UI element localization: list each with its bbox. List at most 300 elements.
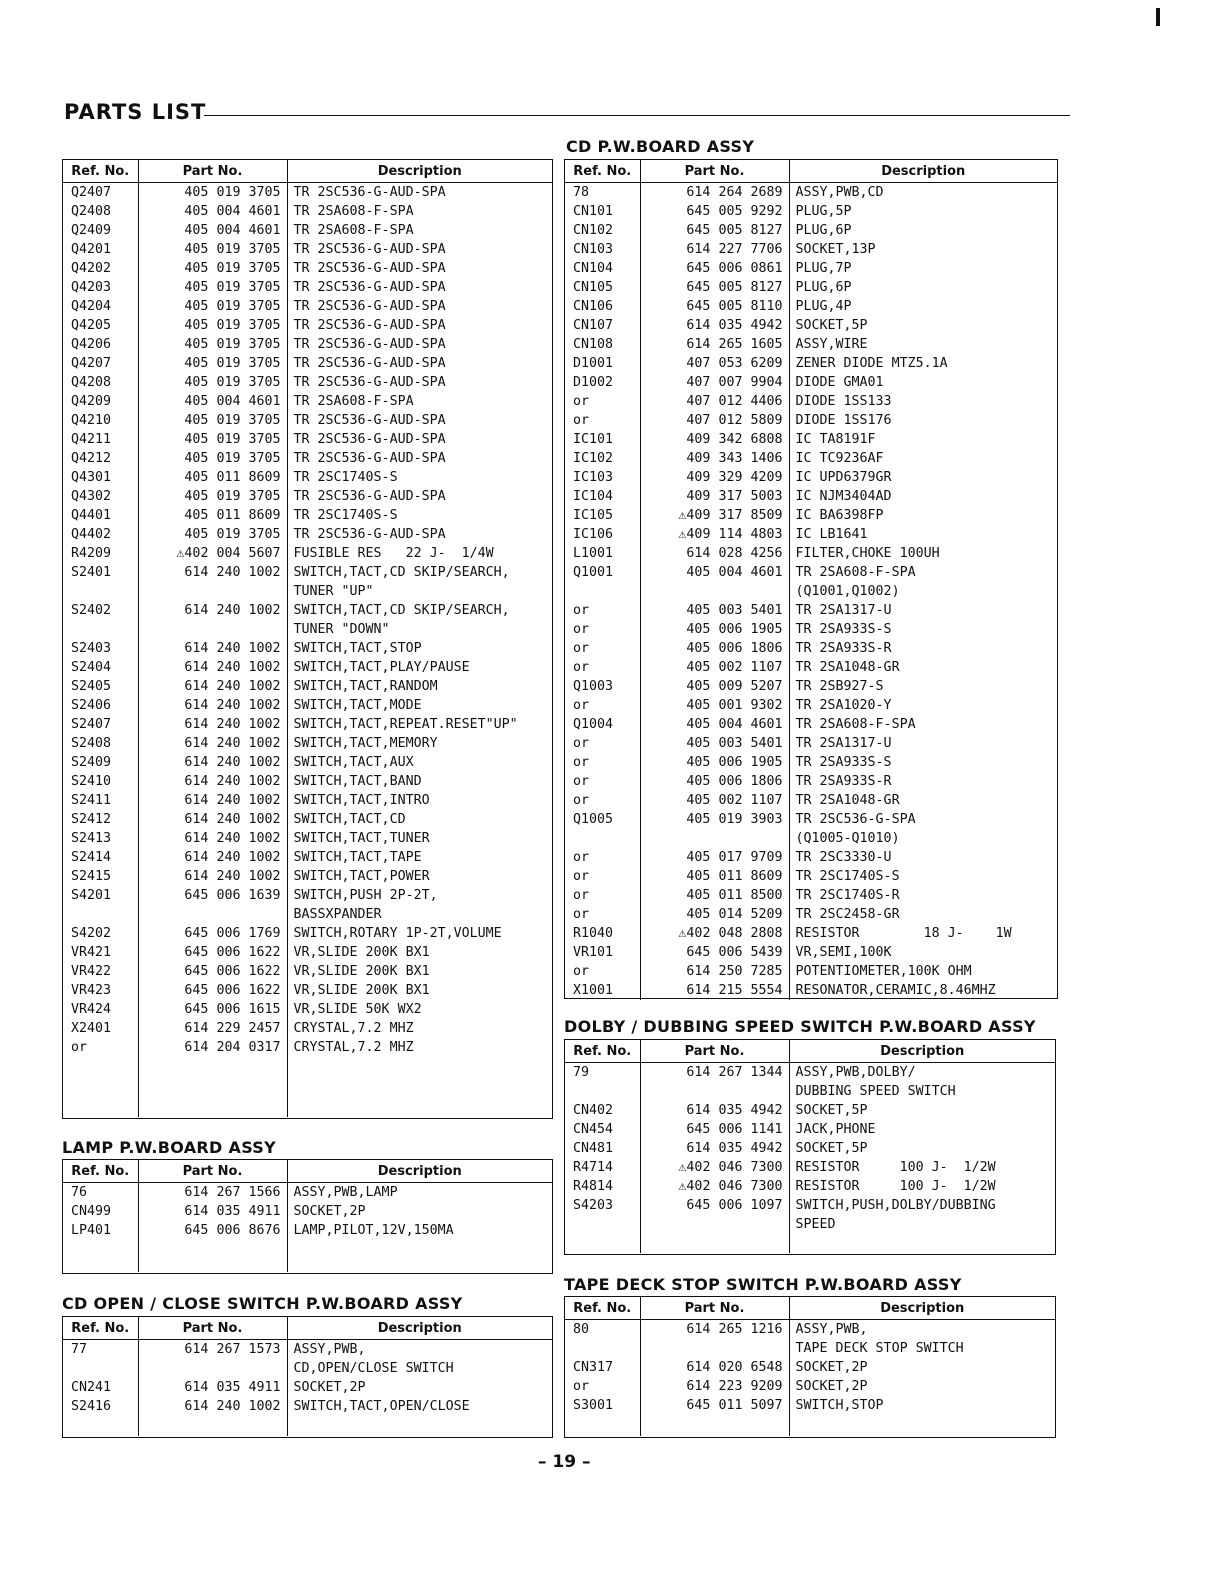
description-cell: CRYSTAL,7.2 MHZ bbox=[287, 1038, 552, 1057]
table-row bbox=[565, 1120, 1055, 1139]
description-cell: ASSY,PWB,LAMP bbox=[287, 1183, 552, 1203]
description-cell: (Q1005-Q1010) bbox=[789, 829, 1057, 848]
part-no-cell: 645 006 0861 bbox=[640, 259, 789, 278]
description-cell: SOCKET,2P bbox=[789, 1377, 1055, 1396]
ref-no-cell: S4203 bbox=[573, 1198, 614, 1213]
table-row bbox=[565, 1196, 1055, 1215]
ref-no-cell: R4714 bbox=[573, 1160, 614, 1175]
filler-row bbox=[565, 1234, 1055, 1253]
description-cell: ASSY,WIRE bbox=[789, 335, 1057, 354]
description-cell: TR 2SA608-F-SPA bbox=[789, 715, 1057, 734]
table-row bbox=[565, 943, 1057, 962]
ref-no-cell: Q4207 bbox=[71, 356, 112, 371]
description-cell: DIODE GMA01 bbox=[789, 373, 1057, 392]
page-number: – 19 – bbox=[538, 1452, 591, 1472]
empty-cell bbox=[138, 1240, 287, 1272]
part-no-cell: ⚠402 048 2808 bbox=[640, 924, 789, 943]
ref-no-cell: R1040 bbox=[573, 926, 614, 941]
empty-cell bbox=[789, 1415, 1055, 1436]
description-cell: SOCKET,5P bbox=[789, 1101, 1055, 1120]
part-no-cell: 409 329 4209 bbox=[640, 468, 789, 487]
part-no-cell: 405 019 3705 bbox=[138, 259, 287, 278]
ref-no-cell: VR424 bbox=[71, 1002, 112, 1017]
table-row bbox=[63, 867, 552, 886]
ref-no-cell: S2413 bbox=[71, 831, 112, 846]
description-cell: ZENER DIODE MTZ5.1A bbox=[789, 354, 1057, 373]
part-no-cell: 614 240 1002 bbox=[138, 810, 287, 829]
part-no-cell: 614 240 1002 bbox=[138, 867, 287, 886]
part-no-cell: 614 204 0317 bbox=[138, 1038, 287, 1057]
table-row bbox=[63, 221, 552, 240]
part-no-cell: 614 035 4942 bbox=[640, 1139, 789, 1158]
table-row bbox=[63, 1397, 552, 1416]
ref-no-cell: or bbox=[573, 850, 590, 865]
description-cell: PLUG,4P bbox=[789, 297, 1057, 316]
description-cell: TR 2SC1740S-R bbox=[789, 886, 1057, 905]
part-no-cell bbox=[640, 829, 789, 848]
parts-table bbox=[63, 1160, 552, 1272]
part-no-cell: 614 240 1002 bbox=[138, 715, 287, 734]
table-row bbox=[565, 240, 1057, 259]
empty-cell bbox=[63, 1057, 138, 1117]
part-no-cell bbox=[138, 1359, 287, 1378]
part-no-cell: 614 035 4942 bbox=[640, 316, 789, 335]
description-cell: VR,SLIDE 200K BX1 bbox=[287, 981, 552, 1000]
table-row bbox=[63, 544, 552, 563]
part-no-cell: 614 265 1216 bbox=[640, 1320, 789, 1340]
empty-cell bbox=[63, 1416, 138, 1436]
filler-row bbox=[63, 1057, 552, 1117]
part-no-cell: 645 006 1769 bbox=[138, 924, 287, 943]
description-cell: TR 2SC536-G-AUD-SPA bbox=[287, 449, 552, 468]
parts-table bbox=[63, 1317, 552, 1436]
ref-no-cell: or bbox=[573, 698, 590, 713]
part-no-cell: 405 006 1806 bbox=[640, 772, 789, 791]
description-cell: TR 2SC536-G-AUD-SPA bbox=[287, 297, 552, 316]
part-no-cell: 407 007 9904 bbox=[640, 373, 789, 392]
description-cell: TR 2SC536-G-AUD-SPA bbox=[287, 525, 552, 544]
description-cell: TR 2SC536-G-AUD-SPA bbox=[287, 411, 552, 430]
description-cell: TR 2SA933S-S bbox=[789, 753, 1057, 772]
table-row bbox=[565, 1339, 1055, 1358]
ref-no-cell bbox=[565, 1215, 640, 1234]
part-no-cell: 405 001 9302 bbox=[640, 696, 789, 715]
ref-no-cell: CN103 bbox=[573, 242, 614, 257]
table-row bbox=[565, 867, 1057, 886]
part-no-header: Part No. bbox=[640, 160, 789, 183]
ref-no-cell bbox=[565, 1082, 640, 1101]
description-cell: RESISTOR 100 J- 1/2W bbox=[789, 1158, 1055, 1177]
description-cell: TR 2SA608-F-SPA bbox=[287, 221, 552, 240]
ref-no-header: Ref. No. bbox=[565, 1040, 640, 1063]
ref-no-header: Ref. No. bbox=[63, 1317, 138, 1340]
empty-cell bbox=[640, 1234, 789, 1253]
part-no-cell: 614 240 1002 bbox=[138, 772, 287, 791]
part-no-cell: 645 011 5097 bbox=[640, 1396, 789, 1415]
ref-no-cell: CN481 bbox=[573, 1141, 614, 1156]
part-no-cell: 405 004 4601 bbox=[138, 202, 287, 221]
lamp-parts-table bbox=[62, 1159, 553, 1274]
table-row bbox=[565, 373, 1057, 392]
table-row bbox=[63, 658, 552, 677]
table-row bbox=[63, 259, 552, 278]
ref-no-cell: CN317 bbox=[573, 1360, 614, 1375]
table-row bbox=[63, 240, 552, 259]
description-cell: TR 2SC1740S-S bbox=[789, 867, 1057, 886]
part-no-cell: ⚠409 317 8509 bbox=[640, 506, 789, 525]
description-cell: IC UPD6379GR bbox=[789, 468, 1057, 487]
description-cell: RESISTOR 100 J- 1/2W bbox=[789, 1177, 1055, 1196]
ref-no-cell: or bbox=[71, 1040, 88, 1055]
ref-no-cell: CN499 bbox=[71, 1204, 112, 1219]
ref-no-cell: CN105 bbox=[573, 280, 614, 295]
ref-no-cell: S2405 bbox=[71, 679, 112, 694]
ref-no-cell: IC106 bbox=[573, 527, 614, 542]
table-row bbox=[63, 1202, 552, 1221]
part-no-cell: 645 005 8110 bbox=[640, 297, 789, 316]
empty-cell bbox=[789, 1234, 1055, 1253]
description-cell: SWITCH,TACT,MODE bbox=[287, 696, 552, 715]
table-row bbox=[565, 981, 1057, 1000]
table-row bbox=[63, 1183, 552, 1203]
description-cell: VR,SLIDE 50K WX2 bbox=[287, 1000, 552, 1019]
tape-section-title: TAPE DECK STOP SWITCH P.W.BOARD ASSY bbox=[564, 1275, 962, 1294]
part-no-cell: 405 019 3705 bbox=[138, 430, 287, 449]
table-row bbox=[565, 1082, 1055, 1101]
table-row bbox=[565, 1215, 1055, 1234]
table-row bbox=[63, 601, 552, 620]
ref-no-cell: Q4206 bbox=[71, 337, 112, 352]
description-cell: TR 2SA933S-R bbox=[789, 772, 1057, 791]
ref-no-cell: or bbox=[573, 964, 590, 979]
ref-no-cell: IC101 bbox=[573, 432, 614, 447]
tape-parts-table bbox=[564, 1296, 1056, 1438]
part-no-cell: 405 002 1107 bbox=[640, 791, 789, 810]
ref-no-cell: or bbox=[573, 736, 590, 751]
part-no-cell: 405 011 8609 bbox=[138, 468, 287, 487]
description-cell: SWITCH,TACT,OPEN/CLOSE bbox=[287, 1397, 552, 1416]
part-no-header: Part No. bbox=[138, 1160, 287, 1183]
ref-no-cell: S2409 bbox=[71, 755, 112, 770]
description-cell: VR,SLIDE 200K BX1 bbox=[287, 943, 552, 962]
table-row bbox=[63, 810, 552, 829]
description-cell: SWITCH,STOP bbox=[789, 1396, 1055, 1415]
part-no-cell bbox=[640, 1339, 789, 1358]
lamp-section-title: LAMP P.W.BOARD ASSY bbox=[62, 1138, 277, 1157]
ref-no-header: Ref. No. bbox=[565, 160, 640, 183]
table-row bbox=[63, 316, 552, 335]
part-no-cell: 614 240 1002 bbox=[138, 639, 287, 658]
part-no-cell: 614 240 1002 bbox=[138, 734, 287, 753]
main-parts-table bbox=[62, 159, 553, 1119]
ref-no-cell: 79 bbox=[573, 1065, 590, 1080]
cdopen-parts-table bbox=[62, 1316, 553, 1438]
part-no-cell: 407 012 4406 bbox=[640, 392, 789, 411]
description-cell: PLUG,7P bbox=[789, 259, 1057, 278]
part-no-cell: 405 004 4601 bbox=[138, 221, 287, 240]
part-no-cell: 405 006 1905 bbox=[640, 753, 789, 772]
ref-no-cell: CN101 bbox=[573, 204, 614, 219]
part-no-cell: 614 240 1002 bbox=[138, 1397, 287, 1416]
description-cell: TR 2SC536-G-AUD-SPA bbox=[287, 373, 552, 392]
table-row bbox=[63, 506, 552, 525]
ref-no-cell: IC104 bbox=[573, 489, 614, 504]
table-row bbox=[63, 639, 552, 658]
table-row bbox=[565, 810, 1057, 829]
description-cell: TR 2SC536-G-AUD-SPA bbox=[287, 240, 552, 259]
description-cell: TR 2SA608-F-SPA bbox=[287, 202, 552, 221]
ref-no-cell bbox=[63, 905, 138, 924]
table-row bbox=[565, 905, 1057, 924]
table-row bbox=[565, 658, 1057, 677]
part-no-cell: 409 342 6808 bbox=[640, 430, 789, 449]
ref-no-cell: or bbox=[573, 774, 590, 789]
ref-no-cell: Q4204 bbox=[71, 299, 112, 314]
description-cell: SWITCH,ROTARY 1P-2T,VOLUME bbox=[287, 924, 552, 943]
description-cell: TR 2SC536-G-AUD-SPA bbox=[287, 278, 552, 297]
part-no-cell: 614 265 1605 bbox=[640, 335, 789, 354]
description-cell: CD,OPEN/CLOSE SWITCH bbox=[287, 1359, 552, 1378]
dolby-parts-table bbox=[564, 1039, 1056, 1255]
part-no-cell: 409 317 5003 bbox=[640, 487, 789, 506]
table-row bbox=[565, 848, 1057, 867]
description-cell: TR 2SA608-F-SPA bbox=[789, 563, 1057, 582]
description-cell: RESISTOR 18 J- 1W bbox=[789, 924, 1057, 943]
description-cell: TR 2SC1740S-S bbox=[287, 468, 552, 487]
ref-no-cell: L1001 bbox=[573, 546, 614, 561]
ref-no-cell: Q1004 bbox=[573, 717, 614, 732]
part-no-cell: 405 009 5207 bbox=[640, 677, 789, 696]
table-row bbox=[63, 449, 552, 468]
description-cell: SWITCH,TACT,TUNER bbox=[287, 829, 552, 848]
ref-no-cell: Q2408 bbox=[71, 204, 112, 219]
table-row bbox=[63, 392, 552, 411]
part-no-cell bbox=[640, 1215, 789, 1234]
table-row bbox=[565, 468, 1057, 487]
description-cell: TR 2SA1317-U bbox=[789, 601, 1057, 620]
ref-no-cell: or bbox=[573, 1379, 590, 1394]
table-row bbox=[63, 1359, 552, 1378]
part-no-cell: 614 035 4911 bbox=[138, 1202, 287, 1221]
ref-no-cell: X2401 bbox=[71, 1021, 112, 1036]
ref-no-cell: Q2407 bbox=[71, 185, 112, 200]
description-cell: TR 2SA1048-GR bbox=[789, 658, 1057, 677]
ref-no-cell: or bbox=[573, 622, 590, 637]
description-cell: SWITCH,TACT,AUX bbox=[287, 753, 552, 772]
table-row bbox=[565, 1358, 1055, 1377]
description-cell: PLUG,6P bbox=[789, 221, 1057, 240]
description-header: Description bbox=[287, 160, 552, 183]
description-cell: SWITCH,TACT,INTRO bbox=[287, 791, 552, 810]
description-cell: TR 2SC536-G-AUD-SPA bbox=[287, 335, 552, 354]
table-row bbox=[63, 430, 552, 449]
description-cell: TR 2SC536-G-AUD-SPA bbox=[287, 354, 552, 373]
ref-no-cell: Q1005 bbox=[573, 812, 614, 827]
parts-table bbox=[565, 1040, 1055, 1253]
ref-no-cell: Q2409 bbox=[71, 223, 112, 238]
part-no-cell: 405 019 3903 bbox=[640, 810, 789, 829]
ref-no-cell: Q1001 bbox=[573, 565, 614, 580]
description-cell: DUBBING SPEED SWITCH bbox=[789, 1082, 1055, 1101]
part-no-cell: 614 227 7706 bbox=[640, 240, 789, 259]
ref-no-cell: CN241 bbox=[71, 1380, 112, 1395]
part-no-cell: 614 240 1002 bbox=[138, 791, 287, 810]
part-no-cell: 405 006 1905 bbox=[640, 620, 789, 639]
table-row bbox=[565, 753, 1057, 772]
part-no-cell: 645 005 8127 bbox=[640, 278, 789, 297]
table-row bbox=[63, 696, 552, 715]
description-cell: ASSY,PWB, bbox=[789, 1320, 1055, 1340]
empty-cell bbox=[287, 1416, 552, 1436]
table-row bbox=[565, 886, 1057, 905]
ref-no-cell: Q4301 bbox=[71, 470, 112, 485]
description-cell: TR 2SC536-G-SPA bbox=[789, 810, 1057, 829]
description-cell: IC TA8191F bbox=[789, 430, 1057, 449]
dolby-section-title: DOLBY / DUBBING SPEED SWITCH P.W.BOARD ASSY bbox=[564, 1017, 1036, 1036]
part-no-header: Part No. bbox=[640, 1040, 789, 1063]
table-row bbox=[63, 411, 552, 430]
description-cell: SOCKET,5P bbox=[789, 1139, 1055, 1158]
description-cell: PLUG,5P bbox=[789, 202, 1057, 221]
part-no-cell: 645 006 1639 bbox=[138, 886, 287, 905]
part-no-cell: 405 002 1107 bbox=[640, 658, 789, 677]
cd-parts-table bbox=[564, 159, 1058, 999]
table-row bbox=[565, 430, 1057, 449]
part-no-cell: 614 267 1566 bbox=[138, 1183, 287, 1203]
part-no-cell: 405 019 3705 bbox=[138, 297, 287, 316]
ref-no-cell: S2412 bbox=[71, 812, 112, 827]
ref-no-cell: Q4201 bbox=[71, 242, 112, 257]
ref-no-cell: Q4208 bbox=[71, 375, 112, 390]
ref-no-header: Ref. No. bbox=[565, 1297, 640, 1320]
part-no-cell bbox=[138, 620, 287, 639]
table-row bbox=[565, 354, 1057, 373]
ref-no-cell: CN106 bbox=[573, 299, 614, 314]
ref-no-cell: Q4209 bbox=[71, 394, 112, 409]
part-no-cell: 405 011 8609 bbox=[640, 867, 789, 886]
ref-no-cell: Q4203 bbox=[71, 280, 112, 295]
description-cell: PLUG,6P bbox=[789, 278, 1057, 297]
table-row bbox=[565, 829, 1057, 848]
part-no-cell bbox=[138, 582, 287, 601]
part-no-cell: 614 240 1002 bbox=[138, 848, 287, 867]
table-row bbox=[565, 1158, 1055, 1177]
ref-no-cell: Q4205 bbox=[71, 318, 112, 333]
description-cell: LAMP,PILOT,12V,150MA bbox=[287, 1221, 552, 1240]
description-header: Description bbox=[789, 160, 1057, 183]
part-no-cell: 405 019 3705 bbox=[138, 278, 287, 297]
ref-no-cell: or bbox=[573, 641, 590, 656]
description-cell: SWITCH,TACT,PLAY/PAUSE bbox=[287, 658, 552, 677]
table-row bbox=[565, 677, 1057, 696]
part-no-cell: ⚠409 114 4803 bbox=[640, 525, 789, 544]
ref-no-cell: or bbox=[573, 603, 590, 618]
table-row bbox=[565, 259, 1057, 278]
part-no-cell: 405 019 3705 bbox=[138, 240, 287, 259]
ref-no-cell: or bbox=[573, 413, 590, 428]
ref-no-cell bbox=[63, 1359, 138, 1378]
ref-no-cell: X1001 bbox=[573, 983, 614, 998]
cdopen-section-title: CD OPEN / CLOSE SWITCH P.W.BOARD ASSY bbox=[62, 1294, 463, 1313]
part-no-cell: 409 343 1406 bbox=[640, 449, 789, 468]
part-no-cell bbox=[640, 1082, 789, 1101]
description-cell: JACK,PHONE bbox=[789, 1120, 1055, 1139]
ref-no-cell: S2415 bbox=[71, 869, 112, 884]
table-row bbox=[63, 734, 552, 753]
ref-no-cell: 78 bbox=[573, 185, 590, 200]
ref-no-cell: S2408 bbox=[71, 736, 112, 751]
table-row bbox=[565, 221, 1057, 240]
description-cell: SOCKET,2P bbox=[789, 1358, 1055, 1377]
table-row bbox=[565, 487, 1057, 506]
table-row bbox=[63, 1221, 552, 1240]
table-row bbox=[63, 582, 552, 601]
ref-no-cell: IC105 bbox=[573, 508, 614, 523]
ref-no-cell: CN108 bbox=[573, 337, 614, 352]
table-row bbox=[565, 1139, 1055, 1158]
part-no-cell: 405 019 3705 bbox=[138, 183, 287, 203]
part-no-cell: 405 019 3705 bbox=[138, 335, 287, 354]
table-row bbox=[565, 202, 1057, 221]
description-cell: SOCKET,2P bbox=[287, 1202, 552, 1221]
table-row bbox=[63, 791, 552, 810]
part-no-cell: 405 006 1806 bbox=[640, 639, 789, 658]
empty-cell bbox=[138, 1416, 287, 1436]
table-row bbox=[63, 297, 552, 316]
part-no-cell: 405 011 8500 bbox=[640, 886, 789, 905]
table-row bbox=[63, 848, 552, 867]
ref-no-cell: R4209 bbox=[71, 546, 112, 561]
ref-no-cell bbox=[565, 829, 640, 848]
ref-no-cell: or bbox=[573, 394, 590, 409]
ref-no-cell: IC102 bbox=[573, 451, 614, 466]
table-row bbox=[63, 1000, 552, 1019]
part-no-cell: 405 003 5401 bbox=[640, 601, 789, 620]
description-cell: FUSIBLE RES 22 J- 1/4W bbox=[287, 544, 552, 563]
part-no-cell: 405 019 3705 bbox=[138, 487, 287, 506]
ref-no-cell: or bbox=[573, 660, 590, 675]
ref-no-cell: S2406 bbox=[71, 698, 112, 713]
part-no-cell: 405 004 4601 bbox=[640, 715, 789, 734]
description-cell: TAPE DECK STOP SWITCH bbox=[789, 1339, 1055, 1358]
ref-no-cell: VR421 bbox=[71, 945, 112, 960]
part-no-cell: 614 250 7285 bbox=[640, 962, 789, 981]
part-no-cell: 645 006 1141 bbox=[640, 1120, 789, 1139]
table-row bbox=[63, 373, 552, 392]
part-no-cell: 405 019 3705 bbox=[138, 373, 287, 392]
table-row bbox=[565, 924, 1057, 943]
table-row bbox=[63, 468, 552, 487]
table-row bbox=[565, 506, 1057, 525]
ref-no-cell: CN102 bbox=[573, 223, 614, 238]
filler-row bbox=[63, 1240, 552, 1272]
page-title: PARTS LIST bbox=[64, 100, 207, 124]
table-row bbox=[63, 1378, 552, 1397]
description-header: Description bbox=[287, 1317, 552, 1340]
part-no-cell: 614 229 2457 bbox=[138, 1019, 287, 1038]
description-cell: RESONATOR,CERAMIC,8.46MHZ bbox=[789, 981, 1057, 1000]
ref-no-header: Ref. No. bbox=[63, 160, 138, 183]
description-cell: VR,SLIDE 200K BX1 bbox=[287, 962, 552, 981]
ref-no-cell: Q4302 bbox=[71, 489, 112, 504]
description-cell: IC NJM3404AD bbox=[789, 487, 1057, 506]
description-cell: TR 2SA1048-GR bbox=[789, 791, 1057, 810]
part-no-cell: 614 267 1573 bbox=[138, 1340, 287, 1360]
table-row bbox=[565, 449, 1057, 468]
description-cell: SWITCH,TACT,MEMORY bbox=[287, 734, 552, 753]
description-cell: SWITCH,TACT,POWER bbox=[287, 867, 552, 886]
part-no-cell: 407 012 5809 bbox=[640, 411, 789, 430]
